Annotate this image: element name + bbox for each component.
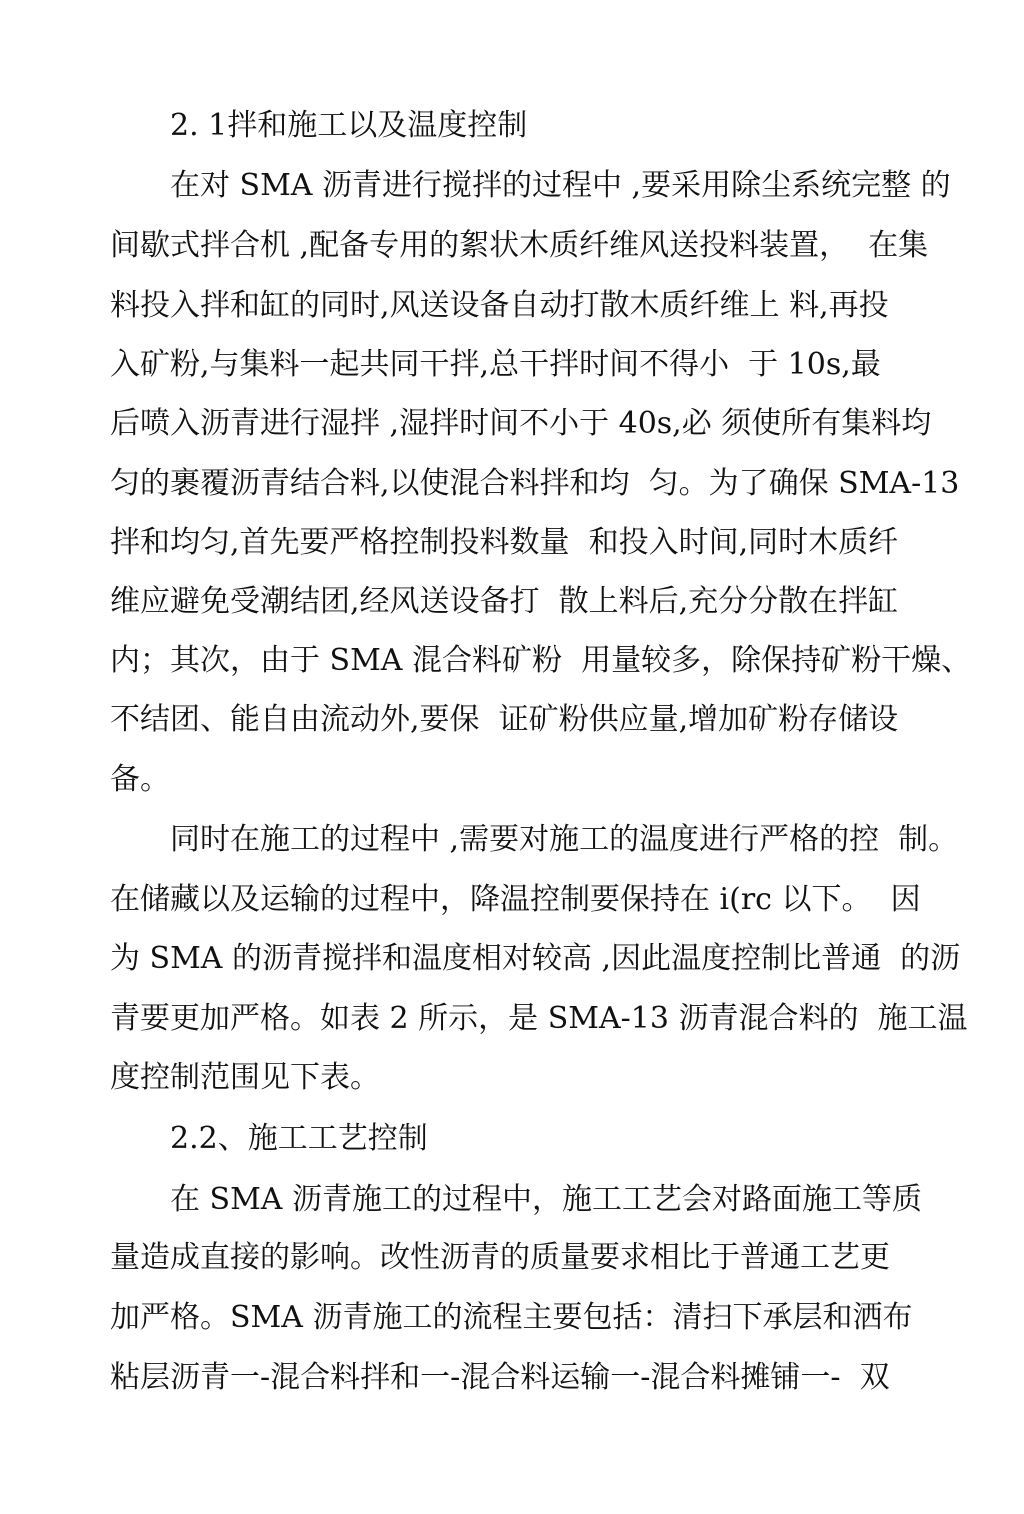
paragraph-line: 料投入拌和缸的同时,风送设备自动打散木质纤维上 料,再投 — [110, 288, 889, 323]
paragraph-line: 入矿粉,与集料一起共同干拌,总干拌时间不得小 于 10s,最 — [110, 347, 881, 382]
paragraph-line: 内；其次，由于 SMA 混合料矿粉 用量较多，除保持矿粉干燥、 — [110, 643, 972, 678]
section-heading-2-2: 2.2、施工工艺控制 — [170, 1121, 428, 1156]
paragraph-line: 为 SMA 的沥青搅拌和温度相对较高 ,因此温度控制比普通 的沥 — [110, 941, 961, 976]
paragraph-line: 间歇式拌合机 ,配备专用的絮状木质纤维风送投料装置， 在集 — [110, 228, 929, 263]
paragraph-line: 在 SMA 沥青施工的过程中，施工工艺会对路面施工等质 — [170, 1182, 923, 1217]
paragraph-line: 量造成直接的影响。改性沥青的质量要求相比于普通工艺更 — [110, 1240, 890, 1275]
paragraph-line: 后喷入沥青进行湿拌 ,湿拌时间不小于 40s,必 须使所有集料均 — [110, 406, 932, 441]
paragraph-line: 匀的裹覆沥青结合料,以使混合料拌和均 匀。为了确保 SMA-13 — [110, 466, 960, 501]
paragraph-line: 不结团、能自由流动外,要保 证矿粉供应量,增加矿粉存储设 — [110, 702, 899, 737]
section-heading-2-1: 2. 1拌和施工以及温度控制 — [170, 108, 528, 143]
paragraph-line: 在储藏以及运输的过程中，降温控制要保持在 i(rc 以下。 因 — [110, 882, 921, 917]
paragraph-line: 维应避免受潮结团,经风送设备打 散上料后,充分分散在拌缸 — [110, 584, 899, 619]
paragraph-line: 度控制范围见下表。 — [110, 1060, 380, 1095]
paragraph-line: 粘层沥青一-混合料拌和一-混合料运输一-混合料摊铺一- 双 — [110, 1360, 890, 1395]
paragraph-line: 备。 — [110, 762, 170, 797]
paragraph-line: 在对 SMA 沥青进行搅拌的过程中 ,要采用除尘系统完整 的 — [170, 168, 951, 203]
paragraph-line: 同时在施工的过程中 ,需要对施工的温度进行严格的控 制。 — [170, 822, 959, 857]
paragraph-line: 加严格。SMA 沥青施工的流程主要包括：清扫下承层和洒布 — [110, 1300, 913, 1335]
paragraph-line: 青要更加严格。如表 2 所示，是 SMA-13 沥青混合料的 施工温 — [110, 1001, 968, 1036]
paragraph-line: 拌和均匀,首先要严格控制投料数量 和投入时间,同时木质纤 — [110, 525, 899, 560]
